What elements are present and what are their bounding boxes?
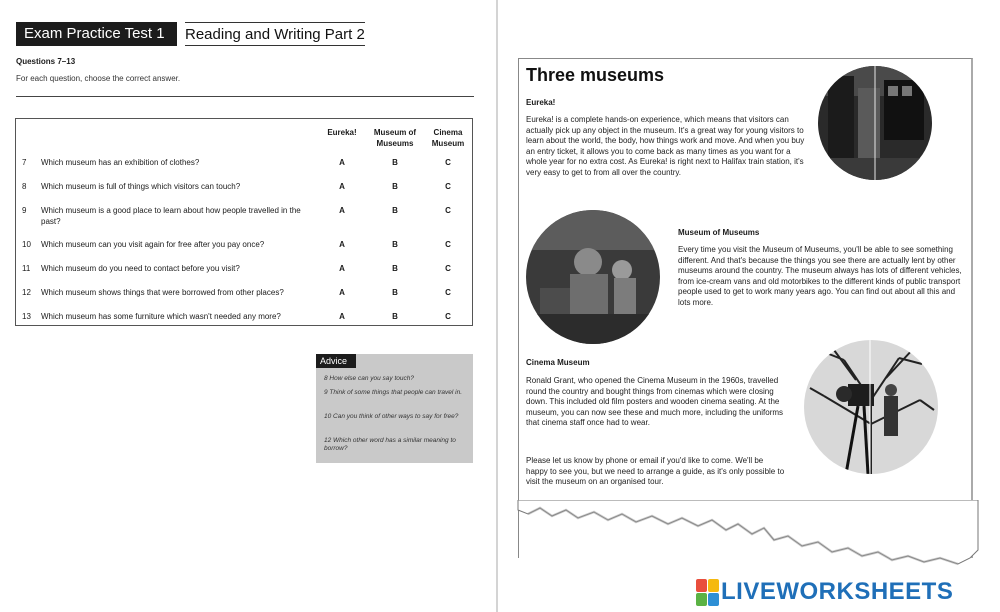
advice-item: 8 How else can you say touch? [324,375,414,382]
option-c[interactable]: C [445,182,451,191]
option-c[interactable]: C [445,312,451,321]
question-text: Which museum do you need to contact before you visit? [41,264,240,273]
divider [16,96,474,97]
instructions: For each question, choose the correct answer. [16,74,181,83]
article-title: Three museums [526,65,665,85]
option-c[interactable]: C [445,264,451,273]
torn-paper-edge [512,500,982,570]
section-body-cinema-museum-visit: Please let us know by phone or email if you'd like to come. We'll be happy to see you, but we need to arrange a guide, as it's only possible to visit the museum on an organised tour. [526,456,785,487]
advice-title: Advice [316,354,356,368]
question-text: Which museum shows things that were borrowed from other places? [41,288,284,297]
advice-item: 9 Think of some things that people can travel in. [324,389,463,396]
column-header-museum-of-museums: Museum of Museums [373,128,417,148]
option-b[interactable]: B [392,182,398,191]
logo-square-blue [708,593,719,606]
option-c[interactable]: C [445,206,451,215]
question-number: 7 [22,158,27,167]
option-a[interactable]: A [339,288,345,297]
advice-box [316,354,473,463]
right-page [498,0,1000,612]
option-b[interactable]: B [392,158,398,167]
exam-label: Exam Practice Test 1 [16,22,177,46]
question-text: Which museum has an exhibition of clothes? [41,158,200,167]
section-body-museum-of-museums: Every time you visit the Museum of Museums, you'll be able to see something different. And that's because the things you see there are actually lent by other museums around the country. The museum always has lots of different vehicles, from ice-cream vans and old motorbikes to the different kinds of public transport people used to get to work many years ago. You can find out about all this and lots more. [678,245,962,307]
option-a[interactable]: A [339,182,345,191]
section-heading-eureka: Eureka! [526,98,556,107]
question-text: Which museum is full of things which visitors can touch? [41,182,241,191]
logo-square-yellow [708,579,719,592]
option-c[interactable]: C [445,240,451,249]
advice-item: 12 Which other word has a similar meaning to borrow? [324,437,456,452]
liveworksheets-logo-icon [696,579,718,605]
option-a[interactable]: A [339,158,345,167]
part-label: Reading and Writing Part 2 [185,22,365,46]
option-c[interactable]: C [445,288,451,297]
option-a[interactable]: A [339,206,345,215]
question-text: Which museum is a good place to learn about how people travelled in the past? [41,206,301,226]
option-b[interactable]: B [392,206,398,215]
question-number: 10 [22,240,31,249]
option-c[interactable]: C [445,158,451,167]
question-number: 13 [22,312,31,321]
liveworksheets-logo[interactable] [696,578,953,606]
logo-square-green [696,593,707,606]
question-table [15,118,473,326]
question-text: Which museum can you visit again for free after you pay once? [41,240,265,249]
section-heading-museum-of-museums: Museum of Museums [678,228,760,237]
option-a[interactable]: A [339,312,345,321]
question-number: 9 [22,206,27,215]
question-number: 11 [22,264,31,273]
left-page [0,0,496,612]
cinema-museum-photo [804,340,938,474]
question-number: 12 [22,288,31,297]
column-header-cinema-museum: Cinema Museum [431,128,465,148]
option-b[interactable]: B [392,288,398,297]
option-a[interactable]: A [339,264,345,273]
eureka-photo [818,66,932,180]
section-body-eureka: Eureka! is a complete hands-on experience, which means that visitors can actually pick up any object in the museum. It's a great way for young visitors to learn about the world, the body, how things work and move. And when you buy an entry ticket, it allows you to come back as many times as you want for a whole year for no extra cost. As Eureka! is right next to Halifax train station, it's very easy to get to from all over the country. [526,115,805,177]
logo-square-red [696,579,707,592]
section-heading-cinema-museum: Cinema Museum [526,358,590,367]
option-b[interactable]: B [392,240,398,249]
option-b[interactable]: B [392,264,398,273]
questions-range: Questions 7–13 [16,57,76,66]
section-body-cinema-museum: Ronald Grant, who opened the Cinema Museum in the 1960s, travelled round the country and bought things from cinemas which were closing down. This included old film posters and wooden cinema seating. At the museum, you can now see these and much more, including the uniforms that cinema staff once had to wear. [526,376,784,428]
question-text: Which museum has some furniture which wasn't needed any more? [41,312,281,321]
advice-item: 10 Can you think of other ways to say for free? [324,413,459,420]
option-b[interactable]: B [392,312,398,321]
museum-of-museums-photo [526,210,660,344]
option-a[interactable]: A [339,240,345,249]
column-header-eureka: Eureka! [327,128,357,137]
question-number: 8 [22,182,27,191]
liveworksheets-logo-text: LIVEWORKSHEETS [721,578,954,605]
